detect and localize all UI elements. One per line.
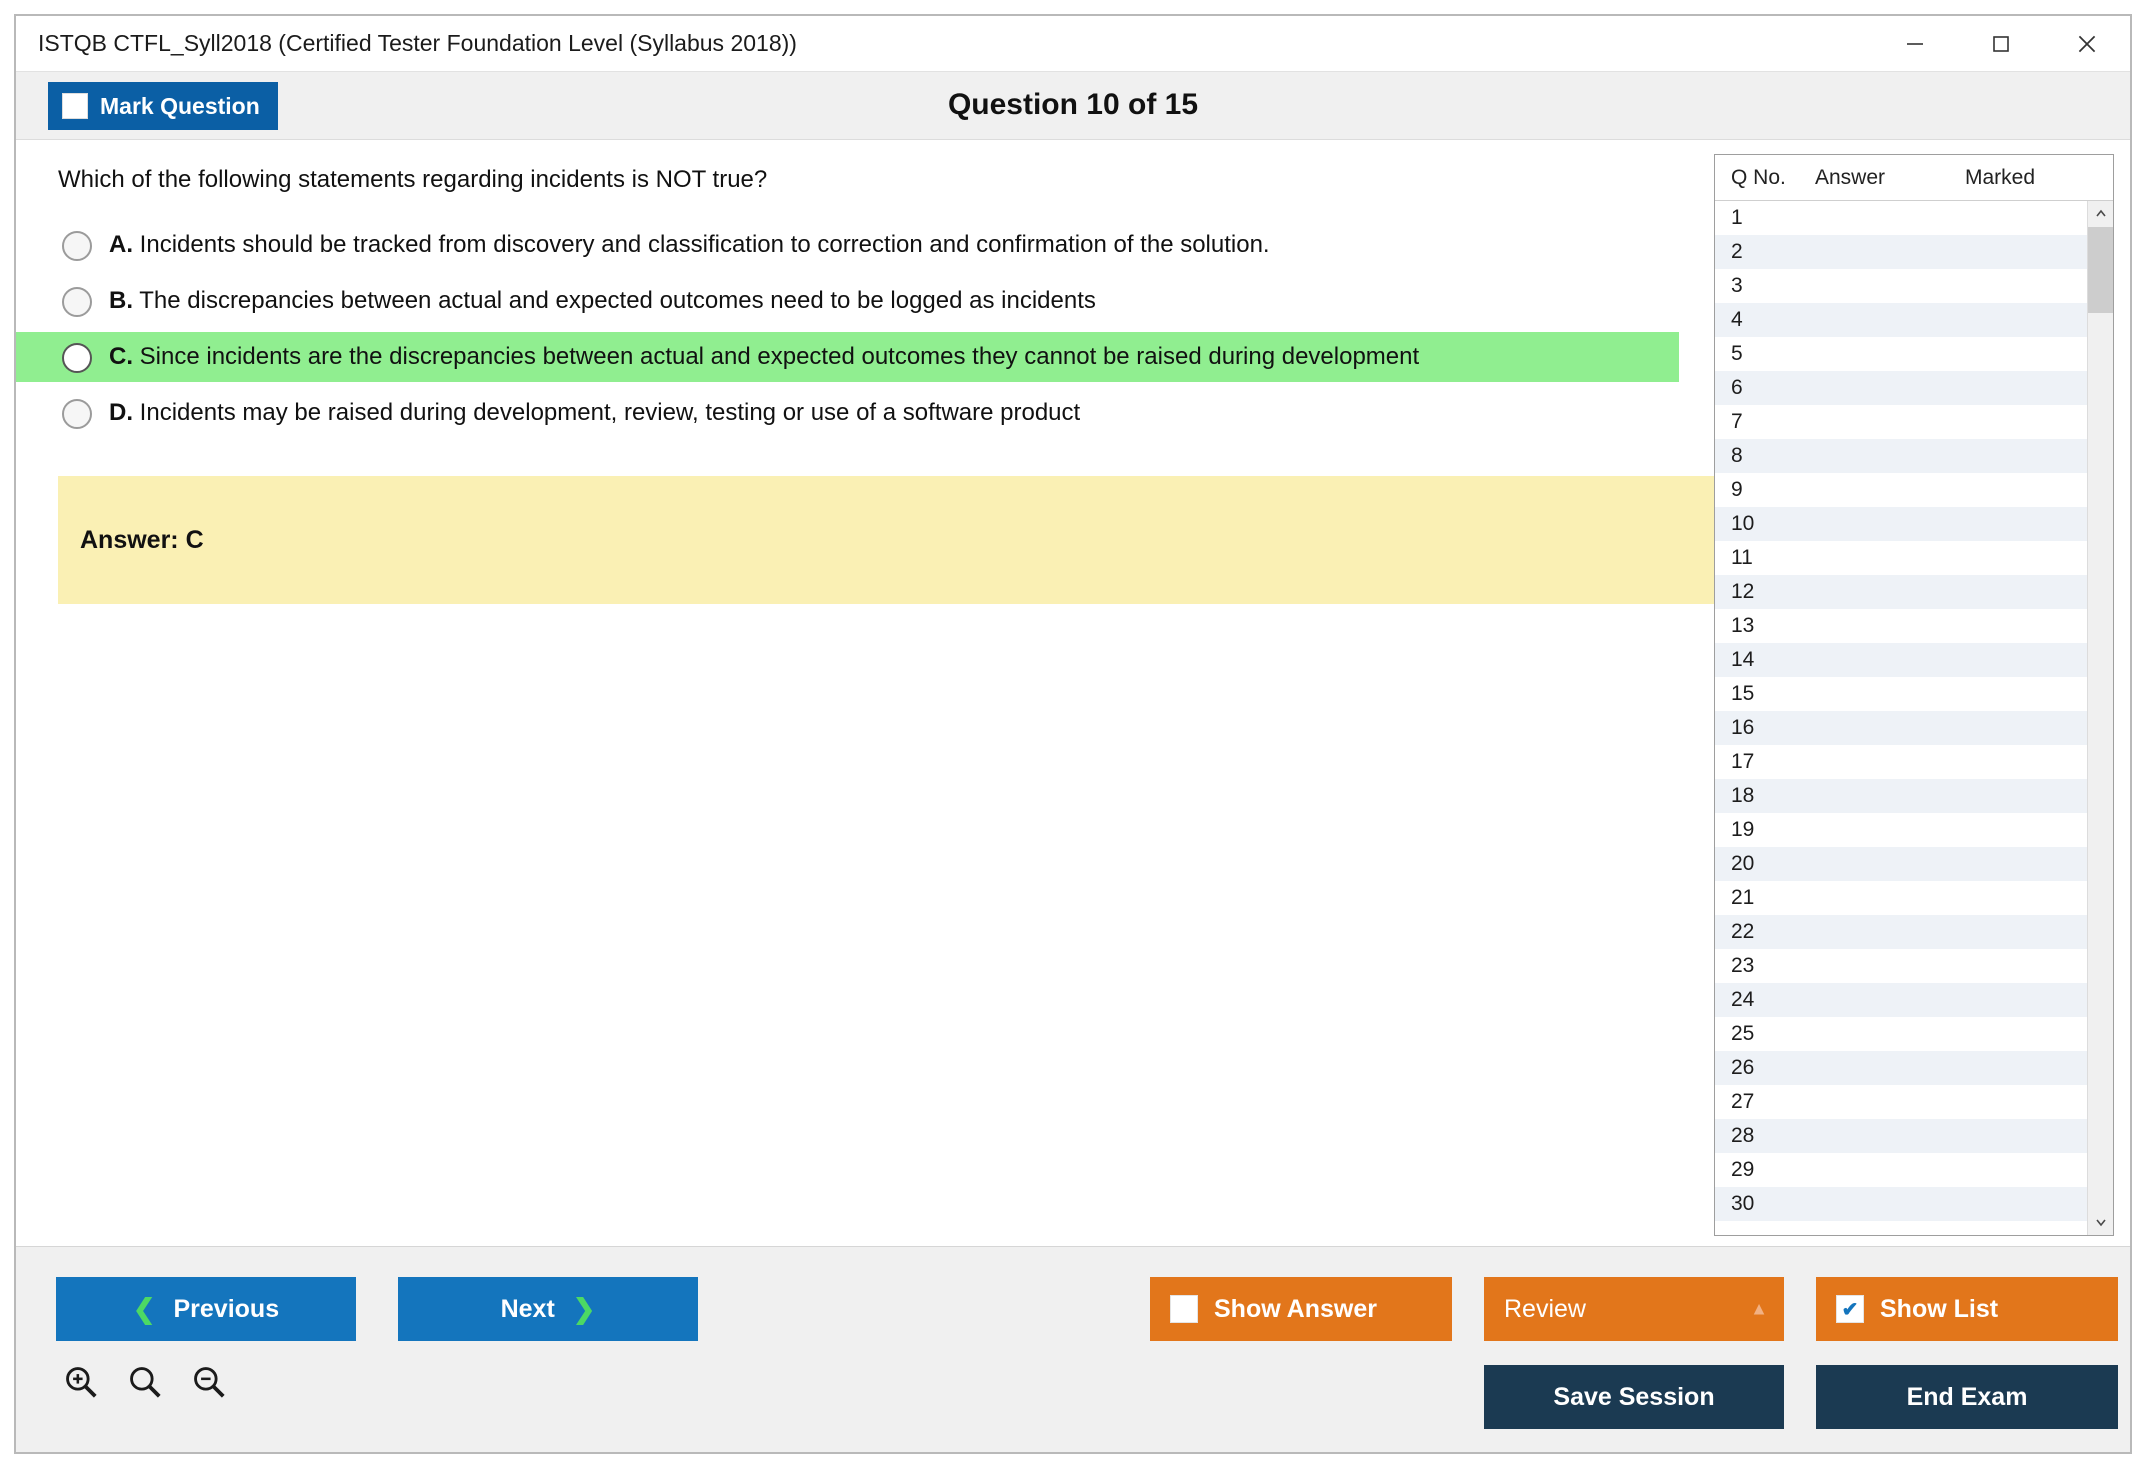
- options-list: [16, 220, 1714, 444]
- question-list-row[interactable]: [1715, 507, 2087, 541]
- option-letter-b: B.: [109, 287, 133, 314]
- option-text-b: [109, 285, 1116, 317]
- question-list-row-number: 2: [1731, 240, 1743, 263]
- previous-button[interactable]: [56, 1277, 356, 1341]
- question-list-row[interactable]: [1715, 983, 2087, 1017]
- question-list-row[interactable]: [1715, 881, 2087, 915]
- question-list-row[interactable]: [1715, 1051, 2087, 1085]
- option-row-c[interactable]: [16, 332, 1679, 382]
- zoom-search-icon[interactable]: [126, 1363, 164, 1401]
- option-letter-a: A.: [109, 231, 133, 258]
- question-list-row-number: 18: [1731, 784, 1755, 807]
- mark-question-label: Mark Question: [100, 92, 260, 119]
- question-list-row[interactable]: [1715, 337, 2087, 371]
- question-list-row[interactable]: [1715, 541, 2087, 575]
- question-list-row-number: 23: [1731, 954, 1755, 977]
- show-list-label: Show List: [1880, 1294, 1999, 1323]
- answer-label: Answer: C: [80, 525, 204, 554]
- question-list-row-number: 28: [1731, 1124, 1755, 1147]
- window-title: ISTQB CTFL_Syll2018 (Certified Tester Foundation Level (Syllabus 2018)): [38, 30, 797, 56]
- question-list-row-number: 19: [1731, 818, 1755, 841]
- question-list-row-number: 20: [1731, 852, 1755, 875]
- question-list-row[interactable]: [1715, 813, 2087, 847]
- question-list-row[interactable]: [1715, 575, 2087, 609]
- show-list-button[interactable]: [1816, 1277, 2118, 1341]
- question-list-row-number: 21: [1731, 886, 1755, 909]
- review-label: Review: [1504, 1294, 1586, 1323]
- question-list-row[interactable]: [1715, 949, 2087, 983]
- question-prompt: Which of the following statements regarding incidents is NOT true?: [58, 166, 768, 193]
- question-list-row-number: 24: [1731, 988, 1755, 1011]
- chevron-up-icon[interactable]: ▲: [1750, 1298, 1768, 1319]
- question-list-panel: [1714, 154, 2114, 1236]
- question-list-row[interactable]: [1715, 1017, 2087, 1051]
- chevron-left-icon: ❮: [132, 1293, 156, 1324]
- question-list-row-number: 16: [1731, 716, 1755, 739]
- option-text-a: [109, 229, 1290, 261]
- question-list-row-number: 30: [1731, 1192, 1755, 1215]
- answer-box: [58, 476, 1714, 604]
- question-list-row-number: 8: [1731, 444, 1743, 467]
- question-list-row-number: 13: [1731, 614, 1755, 637]
- question-list-row-number: 3: [1731, 274, 1743, 297]
- scrollbar-thumb[interactable]: [2088, 227, 2113, 313]
- col-header-answer: Answer: [1815, 165, 1886, 189]
- question-list-body: [1715, 201, 2113, 1235]
- question-list-row[interactable]: [1715, 1085, 2087, 1119]
- question-counter: Question 10 of 15: [947, 88, 1199, 121]
- question-list-row[interactable]: [1715, 473, 2087, 507]
- question-list-row[interactable]: [1715, 1119, 2087, 1153]
- question-pane: [16, 140, 1714, 1246]
- question-list-row[interactable]: [1715, 371, 2087, 405]
- question-list-row-number: 12: [1731, 580, 1755, 603]
- question-list-row-number: 25: [1731, 1022, 1755, 1045]
- radio-icon-c[interactable]: [62, 343, 92, 373]
- question-list-row[interactable]: [1715, 915, 2087, 949]
- radio-icon-d[interactable]: [62, 399, 92, 429]
- minimize-icon[interactable]: [1872, 16, 1958, 71]
- question-list-row[interactable]: [1715, 643, 2087, 677]
- question-list-rows[interactable]: [1715, 201, 2087, 1235]
- mark-question-checkbox-icon[interactable]: [62, 93, 88, 119]
- col-header-marked: Marked: [1965, 165, 2036, 189]
- question-list-row[interactable]: [1715, 1153, 2087, 1187]
- option-letter-d: D.: [109, 399, 133, 426]
- save-session-button[interactable]: [1484, 1365, 1784, 1429]
- show-answer-checkbox-icon[interactable]: [1170, 1295, 1198, 1323]
- show-list-checkbox-icon[interactable]: ✔: [1836, 1295, 1864, 1323]
- question-list-row-number: 5: [1731, 342, 1743, 365]
- question-list-row-number: 9: [1731, 478, 1743, 501]
- end-exam-button[interactable]: [1816, 1365, 2118, 1429]
- question-list-row[interactable]: [1715, 609, 2087, 643]
- question-list-row-number: 29: [1731, 1158, 1755, 1181]
- end-exam-label: End Exam: [1906, 1382, 2028, 1411]
- zoom-out-icon[interactable]: [190, 1363, 228, 1401]
- next-button[interactable]: [398, 1277, 698, 1341]
- option-body-a: Incidents should be tracked from discovery and classification to correction and confirmation of the solution.: [139, 231, 1270, 258]
- exam-window: [14, 14, 2132, 1454]
- col-header-qno: Q No.: [1731, 165, 1786, 189]
- radio-icon-b[interactable]: [62, 287, 92, 317]
- question-list-row-number: 11: [1731, 546, 1753, 569]
- option-text-c: [109, 341, 1439, 373]
- question-list-row-number: 10: [1731, 512, 1755, 535]
- option-row-b[interactable]: [16, 276, 1679, 326]
- question-list-scrollbar[interactable]: [2087, 201, 2113, 1235]
- scroll-down-icon[interactable]: [2088, 1209, 2113, 1235]
- save-session-label: Save Session: [1553, 1382, 1715, 1411]
- question-list-row[interactable]: [1715, 303, 2087, 337]
- maximize-icon[interactable]: [1958, 16, 2044, 71]
- previous-label: Previous: [173, 1294, 280, 1323]
- question-list-row-number: 15: [1731, 682, 1755, 705]
- question-list-row[interactable]: [1715, 745, 2087, 779]
- question-list-row[interactable]: [1715, 711, 2087, 745]
- mark-question-button[interactable]: [48, 82, 278, 130]
- scroll-up-icon[interactable]: [2088, 201, 2113, 227]
- question-list-row[interactable]: [1715, 1187, 2087, 1221]
- option-body-d: Incidents may be raised during development, review, testing or use of a software product: [139, 399, 1081, 426]
- show-answer-label: Show Answer: [1214, 1294, 1377, 1323]
- question-list-row[interactable]: [1715, 677, 2087, 711]
- body-area: [16, 140, 2130, 1246]
- option-letter-c: C.: [109, 343, 133, 370]
- option-body-c: Since incidents are the discrepancies between actual and expected outcomes they cannot be raised during development: [139, 343, 1420, 370]
- header-band: [16, 72, 2130, 140]
- question-list-row-number: 17: [1731, 750, 1755, 773]
- footer-toolbar: [16, 1246, 2130, 1452]
- question-list-row-number: 1: [1731, 206, 1743, 229]
- review-dropdown[interactable]: [1484, 1277, 1784, 1341]
- zoom-in-icon[interactable]: [62, 1363, 100, 1401]
- question-list-row-number: 7: [1731, 410, 1743, 433]
- title-bar: [16, 16, 2130, 72]
- question-list-row[interactable]: [1715, 269, 2087, 303]
- chevron-right-icon: ❯: [572, 1293, 596, 1324]
- radio-icon-a[interactable]: [62, 231, 92, 261]
- question-list-row[interactable]: [1715, 235, 2087, 269]
- question-list-row-number: 22: [1731, 920, 1755, 943]
- option-text-d: [109, 397, 1100, 429]
- question-list-row-number: 6: [1731, 376, 1743, 399]
- question-list-row[interactable]: [1715, 201, 2087, 235]
- question-list-row[interactable]: [1715, 779, 2087, 813]
- question-list-row[interactable]: [1715, 405, 2087, 439]
- option-row-a[interactable]: [16, 220, 1679, 270]
- question-list-row-number: 4: [1731, 308, 1743, 331]
- show-answer-button[interactable]: [1150, 1277, 1452, 1341]
- window-controls: [1872, 16, 2130, 71]
- option-row-d[interactable]: [16, 388, 1679, 438]
- question-list-row-number: 14: [1731, 648, 1755, 671]
- close-icon[interactable]: [2044, 16, 2130, 71]
- question-list-row[interactable]: [1715, 847, 2087, 881]
- question-list-row[interactable]: [1715, 439, 2087, 473]
- question-list-row-number: 27: [1731, 1090, 1755, 1113]
- option-body-b: The discrepancies between actual and expected outcomes need to be logged as incidents: [139, 287, 1096, 314]
- question-list-header: [1715, 155, 2113, 201]
- zoom-tools: [62, 1363, 228, 1401]
- next-label: Next: [500, 1294, 555, 1323]
- question-list-row-number: 26: [1731, 1056, 1755, 1079]
